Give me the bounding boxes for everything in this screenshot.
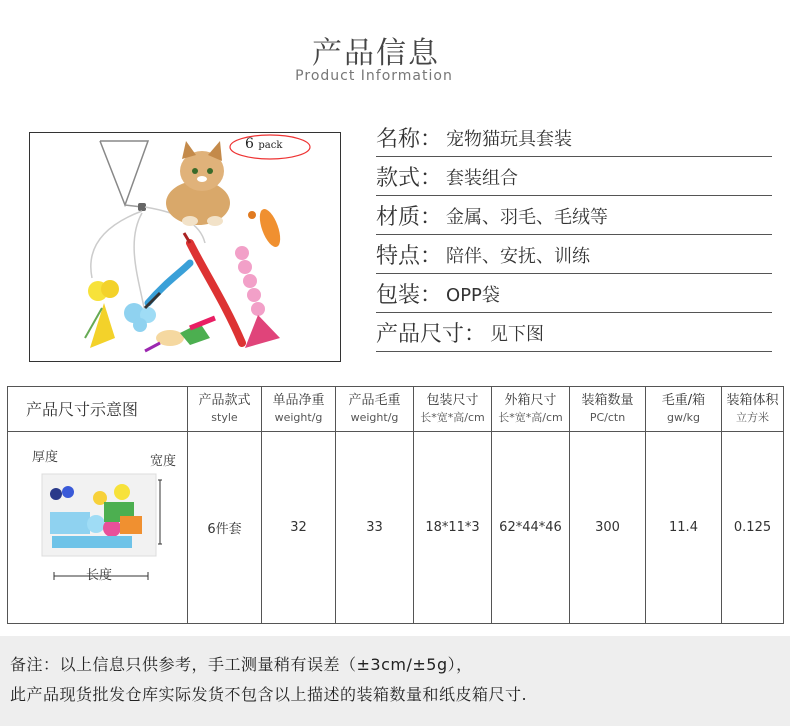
cat-figure xyxy=(166,141,230,226)
page-subtitle: Product Information xyxy=(295,68,453,84)
table-header: 装箱数量 PC/ctn xyxy=(570,387,646,432)
spec-sep: ： xyxy=(420,205,443,230)
table-header: 外箱尺寸 长*宽*高/cm xyxy=(492,387,570,432)
spec-key: 材质 xyxy=(376,205,421,230)
size-diagram xyxy=(8,432,188,624)
spec-row-name xyxy=(376,118,772,157)
spec-sep: ： xyxy=(420,283,443,308)
table-header-row xyxy=(8,387,784,432)
spec-sep: ： xyxy=(464,322,487,347)
width-label: 宽度 xyxy=(150,454,177,469)
table-header: 单品净重 weight/g xyxy=(262,387,336,432)
spec-row-features xyxy=(376,235,772,274)
spec-sep: ： xyxy=(420,244,443,269)
cat-toy-set-illustration xyxy=(30,133,341,362)
spec-value: 套装组合 xyxy=(446,168,519,189)
gross-weight-cell: 33 xyxy=(336,432,414,624)
spec-key: 名称 xyxy=(376,127,421,152)
table-header: 产品毛重 weight/g xyxy=(336,387,414,432)
note-line-1: 备注：以上信息只供参考，手工测量稍有误差（±3cm/±5g）， xyxy=(10,655,473,674)
length-label: 长度 xyxy=(86,568,113,583)
spec-key: 款式 xyxy=(376,166,421,191)
carton-size-cell: 62*44*46 xyxy=(492,432,570,624)
carton-volume-cell: 0.125 xyxy=(722,432,784,624)
size-table xyxy=(7,386,784,624)
table-row xyxy=(8,432,784,624)
carton-quantity-cell: 300 xyxy=(570,432,646,624)
table-header: 包装尺寸 长*宽*高/cm xyxy=(414,387,492,432)
table-header: 产品款式 style xyxy=(188,387,262,432)
notes-box xyxy=(0,636,790,726)
pack-number: 6 xyxy=(245,136,254,152)
pack-label xyxy=(245,136,282,152)
package-size-cell: 18*11*3 xyxy=(414,432,492,624)
thickness-label: 厚度 xyxy=(32,450,59,465)
spec-row-size xyxy=(376,313,772,352)
spec-row-packaging xyxy=(376,274,772,313)
table-header: 产品尺寸示意图 xyxy=(8,387,188,432)
table-header: 毛重/箱 gw/kg xyxy=(646,387,722,432)
spec-list xyxy=(376,118,772,352)
spec-key: 包装 xyxy=(376,283,421,308)
product-image xyxy=(29,132,341,362)
spec-sep: ： xyxy=(420,127,443,152)
spec-value: 金属、羽毛、毛绒等 xyxy=(446,207,609,228)
spec-value: 宠物猫玩具套装 xyxy=(446,129,573,150)
spec-value: OPP袋 xyxy=(446,285,500,306)
spec-row-style xyxy=(376,157,772,196)
page-title: 产品信息 xyxy=(312,36,440,71)
style-cell: 6件套 xyxy=(188,432,262,624)
size-diagram-cell xyxy=(8,432,188,624)
spec-key: 产品尺寸 xyxy=(376,322,465,347)
note-line-2: 此产品现货批发仓库实际发货不包含以上描述的装箱数量和纸皮箱尺寸. xyxy=(10,685,528,704)
spec-value: 见下图 xyxy=(490,324,545,345)
spec-key: 特点 xyxy=(376,244,421,269)
spec-sep: ： xyxy=(420,166,443,191)
spec-value: 陪伴、安抚、训练 xyxy=(446,246,591,267)
net-weight-cell: 32 xyxy=(262,432,336,624)
table-header: 装箱体积 立方米 xyxy=(722,387,784,432)
spec-row-material xyxy=(376,196,772,235)
package-illustration xyxy=(8,432,188,624)
pack-text: pack xyxy=(258,140,283,151)
carton-weight-cell: 11.4 xyxy=(646,432,722,624)
